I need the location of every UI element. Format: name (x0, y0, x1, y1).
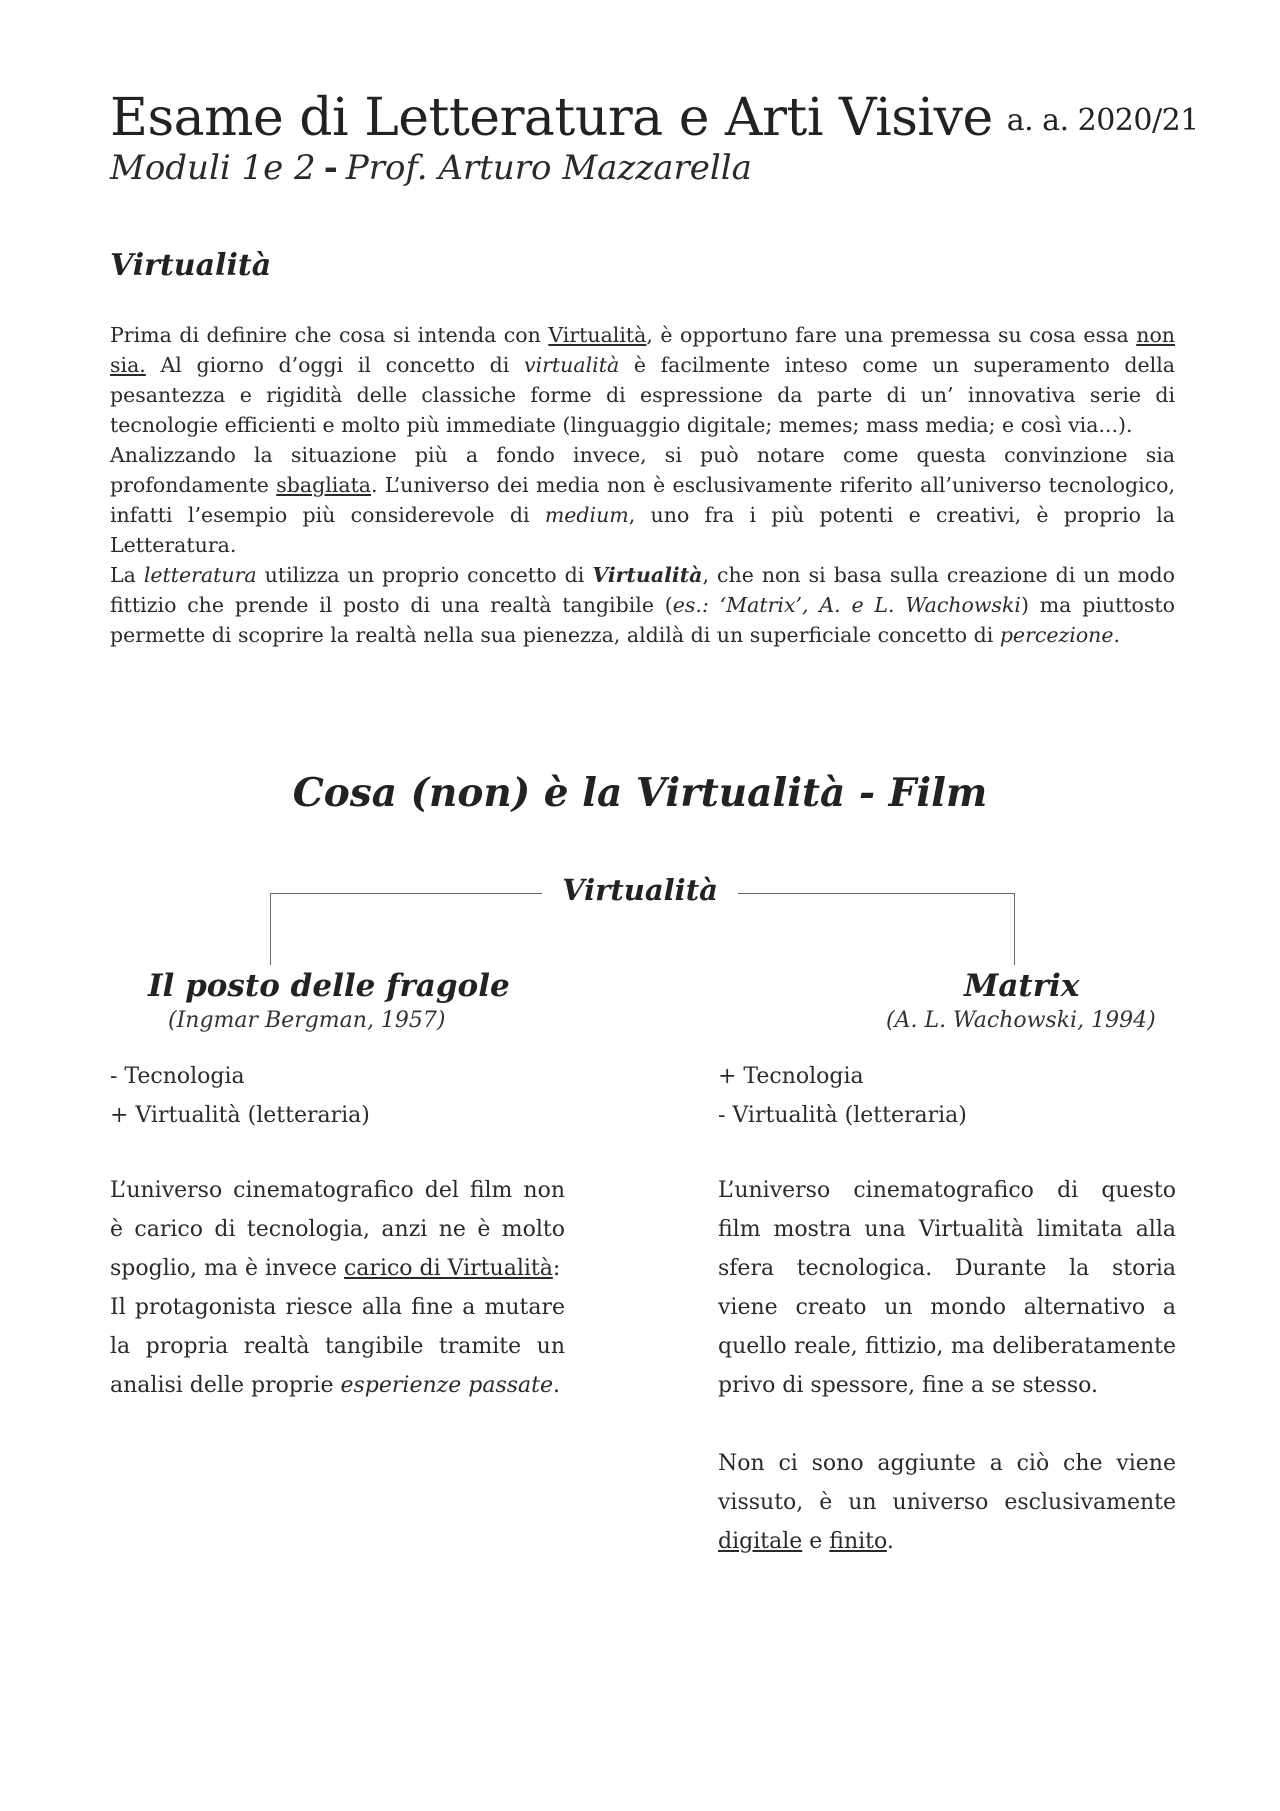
text-run: L’universo cinematografico del film non è carico di tecnologia, anzi ne è molto spoglio, ma è invece (110, 1178, 565, 1281)
text-run: utilizza un proprio concetto di (256, 563, 593, 587)
tree-line-left-vertical (270, 893, 271, 965)
tree-line-right-vertical (1014, 893, 1015, 965)
description-paragraph (110, 1288, 565, 1405)
bold-virtualita: Virtualità (592, 563, 703, 587)
underlined-sbagliata: sbagliata (276, 473, 372, 497)
trait-item: - Virtualità (letteraria) (718, 1103, 967, 1128)
trait-item: + Tecnologia (718, 1064, 864, 1089)
title-text: Esame di Letteratura e Arti Visive (110, 88, 993, 148)
subtitle (110, 148, 752, 188)
text-run: . (553, 1373, 560, 1398)
text-run: . (886, 1529, 894, 1554)
italic-virtualita: virtualità (524, 353, 620, 377)
italic-example: es.: ‘Matrix’, A. e L. Wachowski (672, 593, 1021, 617)
right-film-column (718, 968, 1176, 1561)
intro-paragraph-1 (110, 320, 1175, 440)
text-run: Al giorno d’oggi il concetto di (145, 353, 524, 377)
left-film-column (110, 968, 565, 1405)
left-film-traits (110, 1057, 565, 1135)
intro-paragraph-2 (110, 440, 1175, 560)
left-film-title: Il posto delle fragole (148, 968, 510, 1004)
text-run: . L’universo dei media non è esclusivamente riferito all’universo tecnologico, infatti l’esempio più considerevole di (110, 473, 1175, 527)
underlined-finito: finito (829, 1529, 887, 1554)
text-run: è facilmente inteso come un superamento della pesantezza e rigidità delle classiche forme di espressione da parte di un’ innovativa serie di tecnologie efficienti e molto più immediate (linguaggio digitale; memes; mass media; e così via...). (110, 353, 1176, 437)
underlined-digitale: digitale (718, 1529, 803, 1554)
italic-letteratura: letteratura (143, 563, 257, 587)
tree-line-left-horizontal (270, 893, 542, 894)
trait-item: + Virtualità (letteraria) (110, 1103, 370, 1128)
right-film-traits (718, 1057, 1176, 1135)
text-run: . (1113, 623, 1121, 647)
underlined-virtualita: Virtualità (548, 323, 647, 347)
text-run: Analizzando la situazione più a fondo invece, si può notare come questa convinzione sia profondamente (110, 443, 1175, 497)
underlined-non-sia: non sia. (110, 323, 1175, 377)
italic-medium: medium (544, 503, 629, 527)
text-run: La (110, 563, 144, 587)
text-run: ) ma piuttosto permette di scoprire la realtà nella sua pienezza, aldilà di un superficiale concetto di (110, 593, 1175, 647)
description-paragraph (110, 1171, 565, 1288)
left-film-description (110, 1171, 565, 1405)
text-run: , che non si basa sulla creazione di un modo fittizio che prende il posto di una realtà tangibile ( (110, 563, 1175, 617)
intro-paragraph-3 (110, 560, 1175, 650)
text-run: Non ci sono aggiunte a ciò che viene vissuto, è un universo esclusivamente (718, 1451, 1176, 1515)
underlined-carico-virtualita: carico di Virtualità (343, 1256, 553, 1281)
italic-percezione: percezione (999, 623, 1114, 647)
tree-line-right-horizontal (738, 893, 1015, 894)
subtitle-professor: Prof. Arturo Mazzarella (345, 148, 752, 188)
tree-root-label: Virtualità (562, 873, 718, 907)
subtitle-modules: Moduli 1e 2 (110, 148, 316, 188)
left-film-credit: (Ingmar Bergman, 1957) (168, 1008, 446, 1033)
academic-year: a. a. 2020/21 (1006, 103, 1199, 138)
intro-text (110, 320, 1175, 650)
right-film-description (718, 1171, 1176, 1561)
right-film-title: Matrix (964, 968, 1080, 1004)
text-run: Prima di definire che cosa si intenda con (110, 323, 549, 347)
text-run: Il protagonista riesce alla fine a mutare la propria realtà tangibile tramite un analisi delle proprie (110, 1295, 565, 1398)
text-run: e (802, 1529, 830, 1554)
text-run: , uno fra i più potenti e creativi, è proprio la Letteratura. (110, 503, 1175, 557)
page-title (110, 88, 1199, 148)
film-section-heading: Cosa (non) è la Virtualità - Film (292, 770, 988, 816)
text-run: , è opportuno fare una premessa su cosa essa (646, 323, 1137, 347)
section-heading: Virtualità (110, 248, 272, 283)
trait-item: - Tecnologia (110, 1064, 245, 1089)
description-paragraph (718, 1444, 1176, 1561)
text-run: : (552, 1256, 561, 1281)
subtitle-dash: - (323, 148, 338, 188)
description-paragraph: L’universo cinematografico di questo film mostra una Virtualità limitata alla sfera tecnologica. Durante la storia viene creato un mondo alternativo a quello reale, fittizio, ma deliberatamente privo di spessore, fine a se stesso. (718, 1178, 1176, 1398)
right-film-credit: (A. L. Wachowski, 1994) (886, 1008, 1156, 1033)
italic-esperienze-passate: esperienze passate (340, 1373, 553, 1398)
